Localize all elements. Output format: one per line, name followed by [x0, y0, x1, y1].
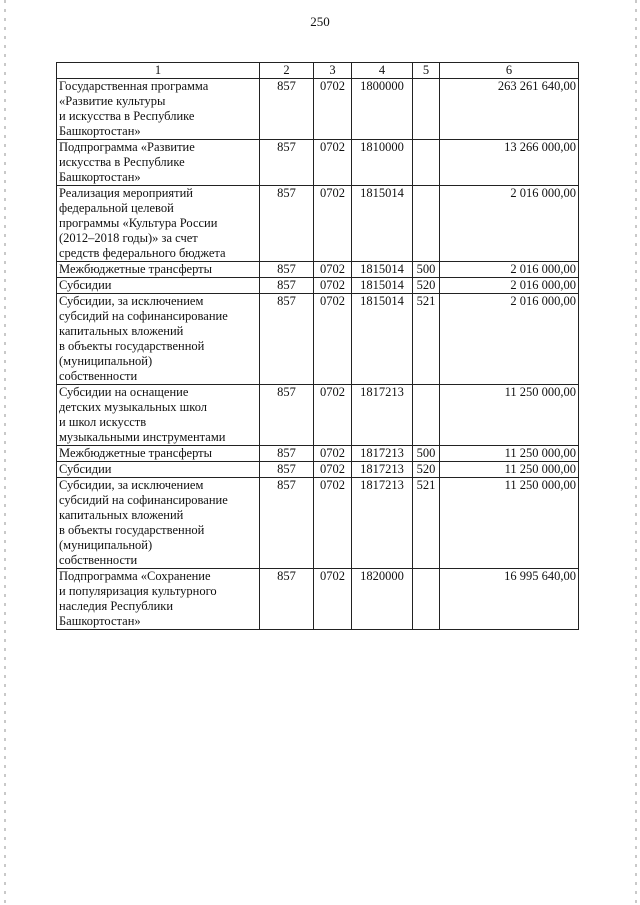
col-3-code: 0702	[314, 140, 352, 186]
amount: 11 250 000,00	[440, 462, 579, 478]
col-2-code: 857	[260, 462, 314, 478]
col-5-code	[413, 140, 440, 186]
table-row	[57, 278, 579, 294]
header-col-2: 2	[260, 63, 314, 79]
col-2-code: 857	[260, 569, 314, 630]
table-row	[57, 262, 579, 278]
col-4-code: 1810000	[352, 140, 413, 186]
col-3-code: 0702	[314, 446, 352, 462]
col-2-code: 857	[260, 262, 314, 278]
col-5-code	[413, 186, 440, 262]
table-row	[57, 79, 579, 140]
item-name: Подпрограмма «Сохранение и популяризация культурного наследия Республики Башкортостан»	[57, 569, 260, 630]
col-2-code: 857	[260, 79, 314, 140]
item-name: Субсидии на оснащение детских музыкальных школ и школ искусств музыкальными инструментами	[57, 385, 260, 446]
col-5-code: 521	[413, 478, 440, 569]
header-col-5: 5	[413, 63, 440, 79]
col-4-code: 1815014	[352, 278, 413, 294]
item-name: Межбюджетные трансферты	[57, 262, 260, 278]
col-4-code: 1817213	[352, 446, 413, 462]
table-row	[57, 140, 579, 186]
header-col-3: 3	[314, 63, 352, 79]
col-3-code: 0702	[314, 385, 352, 446]
col-5-code	[413, 569, 440, 630]
table-body	[57, 79, 579, 630]
item-name: Межбюджетные трансферты	[57, 446, 260, 462]
item-name: Субсидии	[57, 462, 260, 478]
amount: 2 016 000,00	[440, 262, 579, 278]
header-col-1: 1	[57, 63, 260, 79]
budget-table	[56, 62, 579, 630]
scan-edge-right	[635, 0, 637, 905]
col-3-code: 0702	[314, 262, 352, 278]
col-4-code: 1817213	[352, 462, 413, 478]
header-row	[57, 63, 579, 79]
amount: 11 250 000,00	[440, 478, 579, 569]
table-row	[57, 294, 579, 385]
col-5-code	[413, 79, 440, 140]
amount: 13 266 000,00	[440, 140, 579, 186]
col-3-code: 0702	[314, 569, 352, 630]
col-4-code: 1815014	[352, 262, 413, 278]
amount: 11 250 000,00	[440, 385, 579, 446]
table-row	[57, 446, 579, 462]
page-number: 250	[310, 14, 330, 29]
col-3-code: 0702	[314, 278, 352, 294]
col-5-code: 500	[413, 446, 440, 462]
header-col-6: 6	[440, 63, 579, 79]
amount: 2 016 000,00	[440, 278, 579, 294]
table-row	[57, 569, 579, 630]
table-row	[57, 478, 579, 569]
col-5-code: 520	[413, 462, 440, 478]
col-3-code: 0702	[314, 294, 352, 385]
col-2-code: 857	[260, 446, 314, 462]
col-2-code: 857	[260, 385, 314, 446]
col-2-code: 857	[260, 186, 314, 262]
item-name: Реализация мероприятий федеральной целевой программы «Культура России (2012–2018 годы)» за счет средств федерального бюджета	[57, 186, 260, 262]
item-name: Подпрограмма «Развитие искусства в Республике Башкортостан»	[57, 140, 260, 186]
table-row	[57, 186, 579, 262]
col-4-code: 1815014	[352, 186, 413, 262]
col-3-code: 0702	[314, 79, 352, 140]
col-5-code: 520	[413, 278, 440, 294]
header-col-4: 4	[352, 63, 413, 79]
item-name: Субсидии, за исключением субсидий на софинансирование капитальных вложений в объекты государственной (муниципальной) собственности	[57, 478, 260, 569]
item-name: Субсидии	[57, 278, 260, 294]
col-3-code: 0702	[314, 186, 352, 262]
col-2-code: 857	[260, 478, 314, 569]
col-3-code: 0702	[314, 462, 352, 478]
col-2-code: 857	[260, 294, 314, 385]
table-row	[57, 385, 579, 446]
table-row	[57, 462, 579, 478]
amount: 2 016 000,00	[440, 294, 579, 385]
item-name: Государственная программа «Развитие культуры и искусства в Республике Башкортостан»	[57, 79, 260, 140]
col-5-code: 521	[413, 294, 440, 385]
item-name: Субсидии, за исключением субсидий на софинансирование капитальных вложений в объекты государственной (муниципальной) собственности	[57, 294, 260, 385]
col-2-code: 857	[260, 278, 314, 294]
amount: 16 995 640,00	[440, 569, 579, 630]
amount: 11 250 000,00	[440, 446, 579, 462]
col-2-code: 857	[260, 140, 314, 186]
col-4-code: 1820000	[352, 569, 413, 630]
col-5-code	[413, 385, 440, 446]
col-4-code: 1817213	[352, 385, 413, 446]
col-5-code: 500	[413, 262, 440, 278]
col-4-code: 1800000	[352, 79, 413, 140]
col-4-code: 1817213	[352, 478, 413, 569]
scan-edge-left	[4, 0, 6, 905]
amount: 2 016 000,00	[440, 186, 579, 262]
col-4-code: 1815014	[352, 294, 413, 385]
amount: 263 261 640,00	[440, 79, 579, 140]
col-3-code: 0702	[314, 478, 352, 569]
